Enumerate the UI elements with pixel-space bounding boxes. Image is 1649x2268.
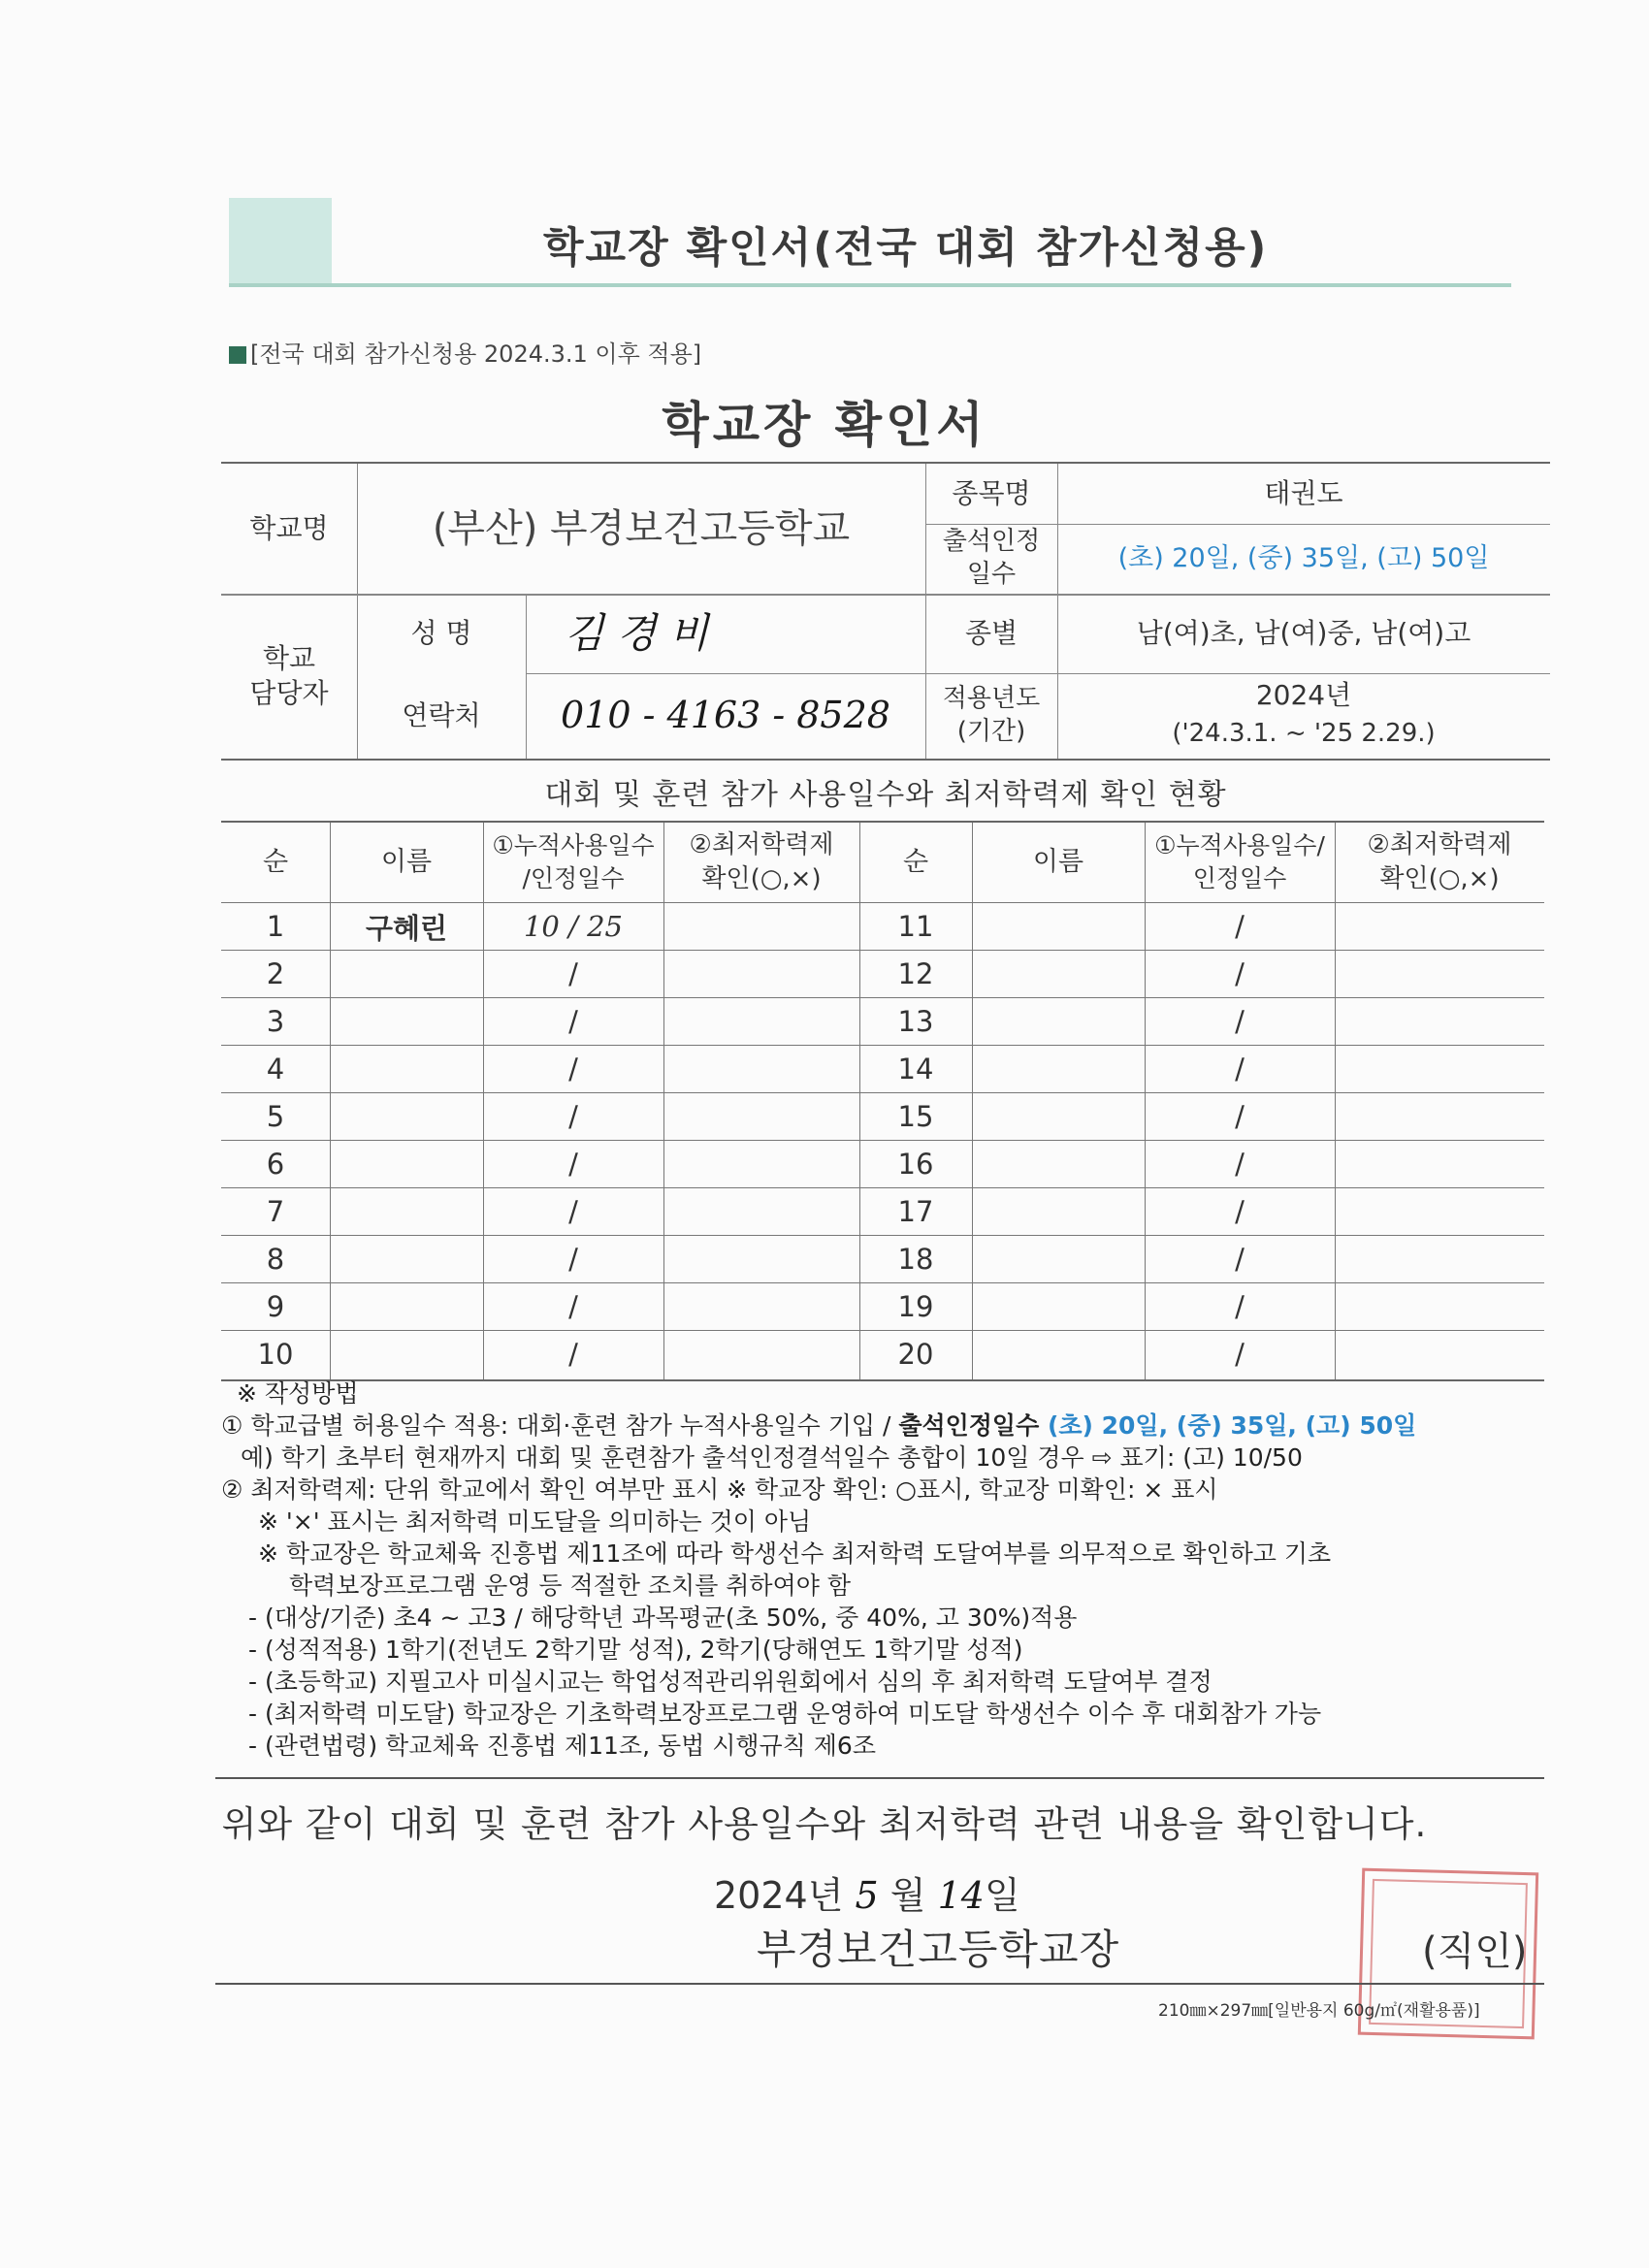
student-name [972, 903, 1145, 950]
min-academic-check [1335, 1188, 1544, 1235]
paper-spec-footnote: 210㎜×297㎜[일반용지 60g/㎡(재활용품)] [1158, 2001, 1480, 2021]
row-number: 16 [897, 1148, 934, 1181]
date-year: 2024년 [714, 1874, 844, 1917]
table-row [221, 902, 1544, 950]
table-row [221, 1045, 1544, 1092]
row-number: 15 [897, 1100, 934, 1133]
phone-label: 연락처 [402, 698, 481, 731]
row-number: 14 [897, 1053, 934, 1085]
days-used: / [568, 1005, 578, 1038]
row-number: 11 [897, 910, 934, 943]
min-academic-check [1335, 1093, 1544, 1140]
school-name-label: 학교명 [249, 511, 329, 544]
applicability-notice [229, 335, 701, 369]
table-row [221, 1140, 1544, 1187]
student-name [330, 1331, 483, 1377]
instruction-line: 학력보장프로그램 운영 등 적절한 조치를 취하여야 함 [289, 1571, 851, 1600]
min-academic-check [1335, 1141, 1544, 1187]
min-academic-check [1335, 1046, 1544, 1092]
event-value: 태권도 [1264, 476, 1343, 509]
min-academic-check [663, 1331, 859, 1377]
days-used: / [568, 1195, 578, 1228]
divider [215, 1983, 1544, 1985]
instruction-emphasis: 출석인정일수 [898, 1411, 1040, 1440]
instruction-line: 예) 학기 초부터 현재까지 대회 및 훈련참가 출석인정결석일수 총합이 10일 경우 ⇨ 표기: (고) 10/50 [241, 1443, 1303, 1472]
student-name [330, 951, 483, 997]
row-number: 1 [266, 910, 285, 943]
event-label: 종목명 [952, 476, 1031, 509]
student-name [330, 1093, 483, 1140]
instruction-line: - (대상/기준) 초4 ~ 고3 / 해당학년 과목평균(초 50%, 중 40%, 고 30%)적용 [248, 1604, 1078, 1632]
min-academic-check [663, 998, 859, 1045]
instruction-line: - (초등학교) 지필고사 미실시교는 학업성적관리위원회에서 심의 후 최저학력 도달여부 결정 [248, 1668, 1212, 1696]
days-used: / [1235, 1290, 1245, 1323]
signature-date [714, 1865, 1020, 1919]
school-name-value: (부산) 부경보건고등학교 [432, 506, 851, 551]
student-name [972, 951, 1145, 997]
gender-value: 남(여)초, 남(여)중, 남(여)고 [1136, 616, 1471, 649]
days-used: / [1235, 1053, 1245, 1085]
student-name [972, 998, 1145, 1045]
date-month-label: 월 [889, 1874, 926, 1917]
confirmation-statement: 위와 같이 대회 및 훈련 참가 사용일수와 최저학력 관련 내용을 확인합니다. [221, 1803, 1428, 1845]
row-number: 7 [266, 1195, 285, 1228]
student-name [972, 1046, 1145, 1092]
col-header-no-right: 순 [902, 846, 929, 877]
days-used: 10 / 25 [523, 910, 623, 943]
row-number: 12 [897, 957, 934, 990]
person-name-value: 김 경 비 [565, 608, 709, 657]
student-name [330, 1046, 483, 1092]
instruction-line: - (성적적용) 1학기(전년도 2학기말 성적), 2학기(당해연도 1학기말 성적) [248, 1636, 1023, 1664]
date-day-label: 일 [984, 1874, 1020, 1917]
table-row [221, 1282, 1544, 1330]
title-underline [229, 283, 1511, 287]
table-row [221, 1187, 1544, 1235]
instructions [221, 1377, 1579, 1762]
days-used: / [1235, 1195, 1245, 1228]
days-used: / [1235, 1148, 1245, 1181]
instruction-line: ※ 학교장은 학교체육 진흥법 제11조에 따라 학생선수 최저학력 도달여부를 의무적으로 확인하고 기초 [258, 1539, 1332, 1568]
document-title: 학교장 확인서(전국 대회 참가신청용) [543, 224, 1269, 273]
student-name [330, 1236, 483, 1282]
row-number: 18 [897, 1243, 934, 1276]
row-number: 17 [897, 1195, 934, 1228]
student-name [330, 1283, 483, 1330]
principal-title: 부경보건고등학교장 [757, 1926, 1120, 1973]
row-number: 8 [266, 1243, 285, 1276]
instruction-line: - (관련법령) 학교체육 진흥법 제11조, 동법 시행규칙 제6조 [248, 1732, 876, 1760]
attendance-days-label: 출석인정 일수 [942, 527, 1041, 589]
table-row [221, 950, 1544, 997]
min-academic-check [663, 1283, 859, 1330]
year-label: 적용년도 (기간) [942, 684, 1041, 746]
table-row [221, 1092, 1544, 1140]
min-academic-check [663, 1093, 859, 1140]
table-row [221, 997, 1544, 1045]
year-value: 2024년 [1255, 678, 1352, 711]
days-used: / [1235, 1005, 1245, 1038]
row-number: 4 [266, 1053, 285, 1085]
instruction-text: ① 학교급별 허용일수 적용: 대회·훈련 참가 누적사용일수 기입 / [221, 1411, 899, 1440]
days-used: / [568, 1338, 578, 1371]
table-row [221, 1235, 1544, 1282]
min-academic-check [663, 1141, 859, 1187]
student-name [330, 1188, 483, 1235]
col-header-name: 이름 [380, 846, 433, 877]
days-used: / [1235, 1338, 1245, 1371]
student-name: 구혜린 [365, 911, 448, 945]
date-month: 5 [855, 1874, 879, 1917]
row-number: 5 [266, 1100, 285, 1133]
col-header-name-right: 이름 [1032, 846, 1084, 877]
instruction-line: ② 최저학력제: 단위 학교에서 확인 여부만 표시 ※ 학교장 확인: ○표시, 학교장 미확인: × 표시 [221, 1475, 1218, 1504]
min-academic-check [1335, 998, 1544, 1045]
instruction-line: ※ '×' 표시는 최저학력 미도달을 의미하는 것이 아님 [258, 1507, 812, 1536]
person-name-label: 성 명 [410, 616, 472, 649]
days-used: / [1235, 957, 1245, 990]
contact-person-label: 학교 담당자 [249, 641, 329, 709]
row-number: 2 [266, 957, 285, 990]
instructions-heading: ※ 작성방법 [237, 1379, 359, 1408]
col-header-days-right: ①누적사용일수/ 인정일수 [1154, 831, 1325, 892]
square-bullet-icon [229, 346, 246, 364]
divider [215, 1777, 1544, 1779]
participation-table [221, 821, 1544, 1381]
row-number: 9 [266, 1290, 285, 1323]
days-used: / [568, 1290, 578, 1323]
row-number: 6 [266, 1148, 285, 1181]
student-name [972, 1093, 1145, 1140]
attendance-days-value: (초) 20일, (중) 35일, (고) 50일 [1117, 543, 1490, 574]
days-used: / [568, 1053, 578, 1085]
row-number: 19 [897, 1290, 934, 1323]
min-academic-check [663, 1236, 859, 1282]
min-academic-check [663, 903, 859, 950]
col-header-days: ①누적사용일수 /인정일수 [492, 831, 655, 892]
min-academic-check [1335, 1283, 1544, 1330]
student-name [330, 1141, 483, 1187]
row-number: 13 [897, 1005, 934, 1038]
col-header-no: 순 [262, 846, 289, 877]
days-used: / [1235, 910, 1245, 943]
days-used: / [1235, 1100, 1245, 1133]
gender-label: 종별 [964, 616, 1018, 649]
section-title: 대회 및 훈련 참가 사용일수와 최저학력제 확인 현황 [544, 778, 1227, 812]
student-name [330, 998, 483, 1045]
student-name [972, 1188, 1145, 1235]
min-academic-check [663, 1046, 859, 1092]
seal-label: (직인) [1422, 1929, 1528, 1974]
min-academic-check [1335, 1331, 1544, 1377]
school-info-grid [221, 462, 1550, 761]
row-number: 3 [266, 1005, 285, 1038]
student-name [972, 1331, 1145, 1377]
table-row [221, 1330, 1544, 1377]
instruction-line: - (최저학력 미도달) 학교장은 기초학력보장프로그램 운영하여 미도달 학생선수 이수 후 대회참가 가능 [248, 1700, 1322, 1728]
min-academic-check [1335, 903, 1544, 950]
days-used: / [1235, 1243, 1245, 1276]
form-title: 학교장 확인서 [662, 397, 987, 453]
phone-value: 010 - 4163 - 8528 [561, 694, 890, 737]
instruction-highlight: (초) 20일, (중) 35일, (고) 50일 [1039, 1411, 1417, 1440]
date-day: 14 [937, 1874, 985, 1917]
student-name [972, 1283, 1145, 1330]
instruction-line [221, 1409, 1579, 1442]
days-used: / [568, 957, 578, 990]
col-header-check-right: ②최저학력제 확인(○,×) [1367, 829, 1512, 893]
student-name [972, 1141, 1145, 1187]
row-number: 10 [257, 1338, 294, 1371]
col-header-check: ②최저학력제 확인(○,×) [689, 829, 834, 893]
title-banner-block [229, 198, 332, 285]
notice-text: [전국 대회 참가신청용 2024.3.1 이후 적용] [250, 340, 702, 368]
row-number: 20 [897, 1338, 934, 1371]
min-academic-check [663, 951, 859, 997]
days-used: / [568, 1100, 578, 1133]
days-used: / [568, 1148, 578, 1181]
student-name [972, 1236, 1145, 1282]
days-used: / [568, 1243, 578, 1276]
min-academic-check [663, 1188, 859, 1235]
min-academic-check [1335, 1236, 1544, 1282]
period-value: ('24.3.1. ~ '25 2.29.) [1172, 719, 1436, 749]
min-academic-check [1335, 951, 1544, 997]
